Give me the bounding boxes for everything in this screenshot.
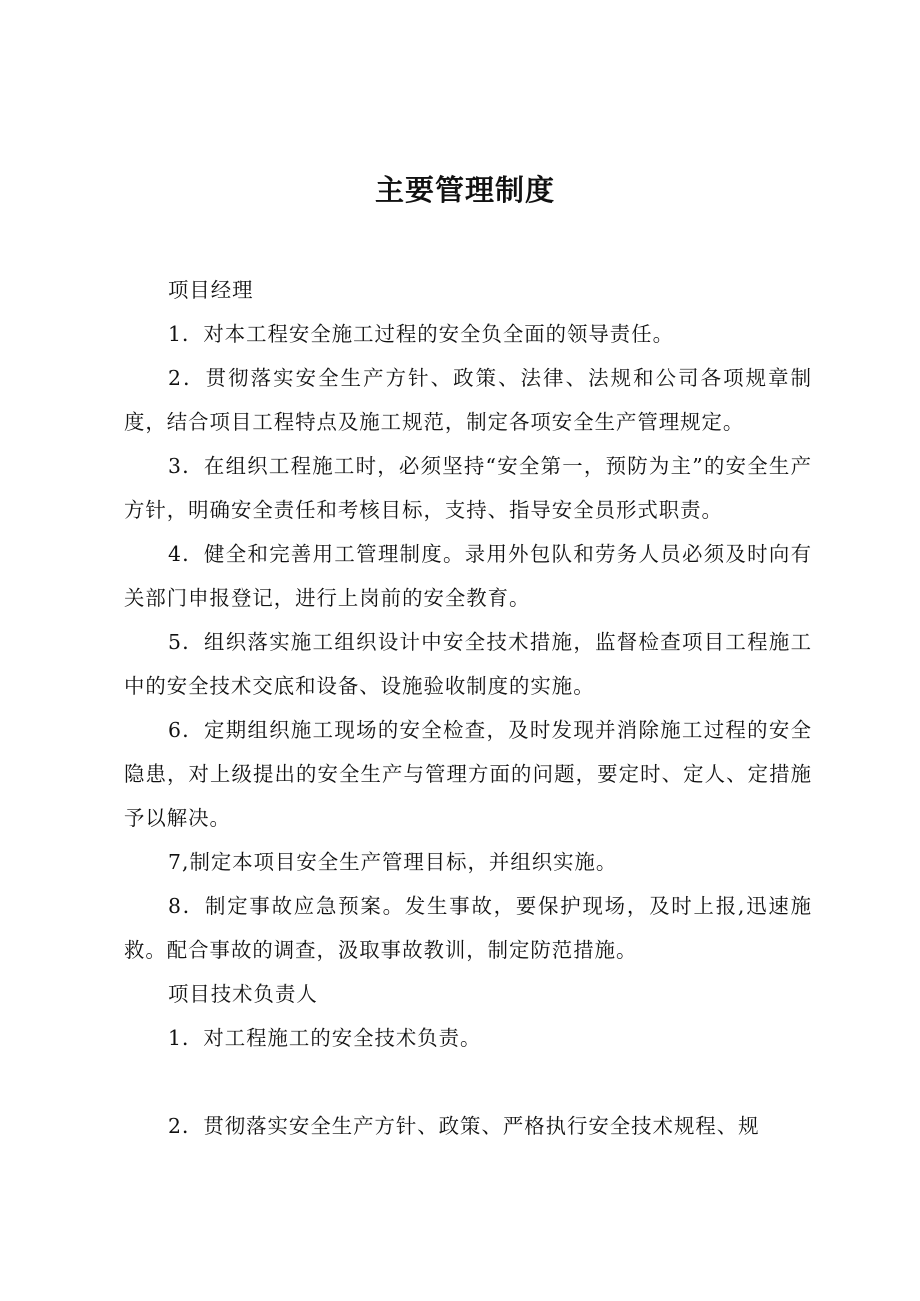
document-body <box>124 268 812 1148</box>
section-heading-project-manager: 项目经理 <box>168 278 254 302</box>
paragraph-pm-6: 6．定期组织施工现场的安全检查，及时发现并消除施工过程的安全隐患，对上级提出的安全生产与管理方面的问题，要定时、定人、定措施予以解决。 <box>124 718 812 830</box>
paragraph-pm-7: 7,制定本项目安全生产管理目标，并组织实施。 <box>168 850 618 874</box>
paragraph-tl-2: 2．贯彻落实安全生产方针、政策、严格执行安全技术规程、规 <box>168 1114 760 1138</box>
paragraph-tl-1: 1．对工程施工的安全技术负责。 <box>168 1026 482 1050</box>
paragraph-pm-2: 2．贯彻落实安全生产方针、政策、法律、法规和公司各项规章制度，结合项目工程特点及施工规范，制定各项安全生产管理规定。 <box>124 366 812 434</box>
paragraph-pm-5: 5．组织落实施工组织设计中安全技术措施，监督检查项目工程施工中的安全技术交底和设备、设施验收制度的实施。 <box>124 630 812 698</box>
paragraph-pm-8: 8．制定事故应急预案。发生事故，要保护现场，及时上报,迅速施救。配合事故的调查，汲取事故教训，制定防范措施。 <box>124 894 812 962</box>
paragraph-pm-4: 4．健全和完善用工管理制度。录用外包队和劳务人员必须及时向有关部门申报登记，进行上岗前的安全教育。 <box>124 542 812 610</box>
section-heading-technical-lead: 项目技术负责人 <box>168 982 318 1006</box>
paragraph-pm-3: 3．在组织工程施工时，必须坚持“安全第一，预防为主”的安全生产方针，明确安全责任和考核目标，支持、指导安全员形式职责。 <box>124 454 812 522</box>
paragraph-pm-1: 1．对本工程安全施工过程的安全负全面的领导责任。 <box>168 322 674 346</box>
document-title: 主要管理制度 <box>374 173 555 207</box>
